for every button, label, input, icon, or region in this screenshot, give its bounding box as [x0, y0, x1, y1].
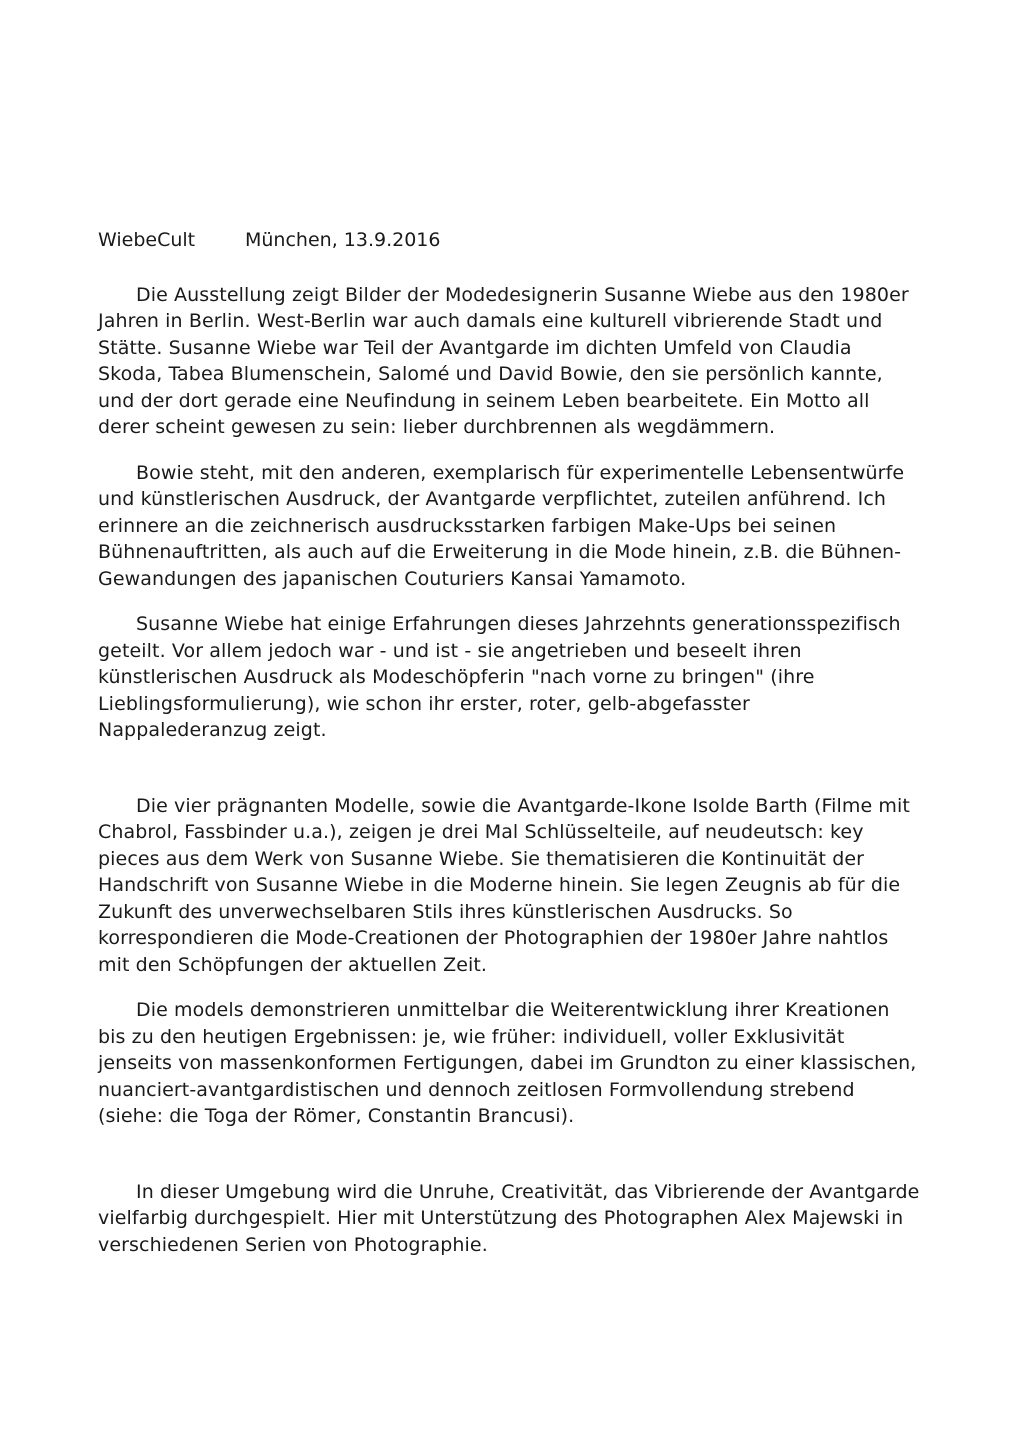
dateline: München, 13.9.2016: [245, 229, 441, 251]
document-header: [98, 227, 924, 254]
paragraph: In dieser Umgebung wird die Unruhe, Creativität, das Vibrierende der Avantgarde vielfarbig durchgespielt. Hier mit Unterstützung des Photographen Alex Majewski in verschiedenen Serien von Photographie.: [98, 1180, 920, 1256]
sender-name: WiebeCult: [98, 229, 196, 251]
paragraph: Die vier prägnanten Modelle, sowie die Avantgarde-Ikone Isolde Barth (Filme mit Chabrol, Fassbinder u.a.), zeigen je drei Mal Schlüsselteile, auf neudeutsch: key pieces aus dem Werk von Susanne Wiebe. Sie thematisieren die Kontinuität der Handschrift von Susanne Wiebe in die Moderne hinein. Sie legen Zeugnis ab für die Zukunft des unverwechselbaren Stils ihres künstlerischen Ausdrucks. So korrespondieren die Mode-Creationen der Photographien der 1980er Jahre nahtlos mit den Schöpfungen der aktuellen Zeit.: [98, 794, 910, 976]
paragraph: Susanne Wiebe hat einige Erfahrungen dieses Jahrzehnts generationsspezifisch geteilt. Vor allem jedoch war - und ist - sie angetrieben und beseelt ihren künstlerischen Ausdruck als Modeschöpferin "nach vorne zu bringen" (ihre Lieblingsformulierung), wie schon ihr erster, roter, gelb-abgefasster Nappalederanzug zeigt.: [98, 613, 901, 741]
paragraph: Die Ausstellung zeigt Bilder der Modedesignerin Susanne Wiebe aus den 1980er Jahren in Berlin. West-Berlin war auch damals eine kulturell vibrierende Stadt und Stätte. Susanne Wiebe war Teil der Avantgarde im dichten Umfeld von Claudia Skoda, Tabea Blumenschein, Salomé und David Bowie, den sie persönlich kannte, und der dort gerade eine Neufindung in seinem Leben bearbeitete. Ein Motto all derer scheint gewesen zu sein: lieber durchbrennen als wegdämmern.: [98, 283, 909, 438]
document-body: [98, 282, 922, 1259]
paragraph: Bowie steht, mit den anderen, exemplarisch für experimentelle Lebensentwürfe und künstlerischen Ausdruck, der Avantgarde verpflichtet, zuteilen anführend. Ich erinnere an die zeichnerisch ausdrucksstarken farbigen Make-Ups bei seinen Bühnenauftritten, als auch auf die Erweiterung in die Mode hinein, z.B. die Bühnen-Gewandungen des japanischen Couturiers Kansai Yamamoto.: [98, 461, 905, 590]
paragraph: Die models demonstrieren unmittelbar die Weiterentwicklung ihrer Kreationen bis zu den heutigen Ergebnissen: je, wie früher: individuell, voller Exklusivität jenseits von massenkonformen Fertigungen, dabei im Grundton zu einer klassischen, nuanciert-avantgardistischen und dennoch zeitlosen Formvollendung strebend (siehe: die Toga der Römer, Constantin Brancusi).: [98, 999, 917, 1127]
